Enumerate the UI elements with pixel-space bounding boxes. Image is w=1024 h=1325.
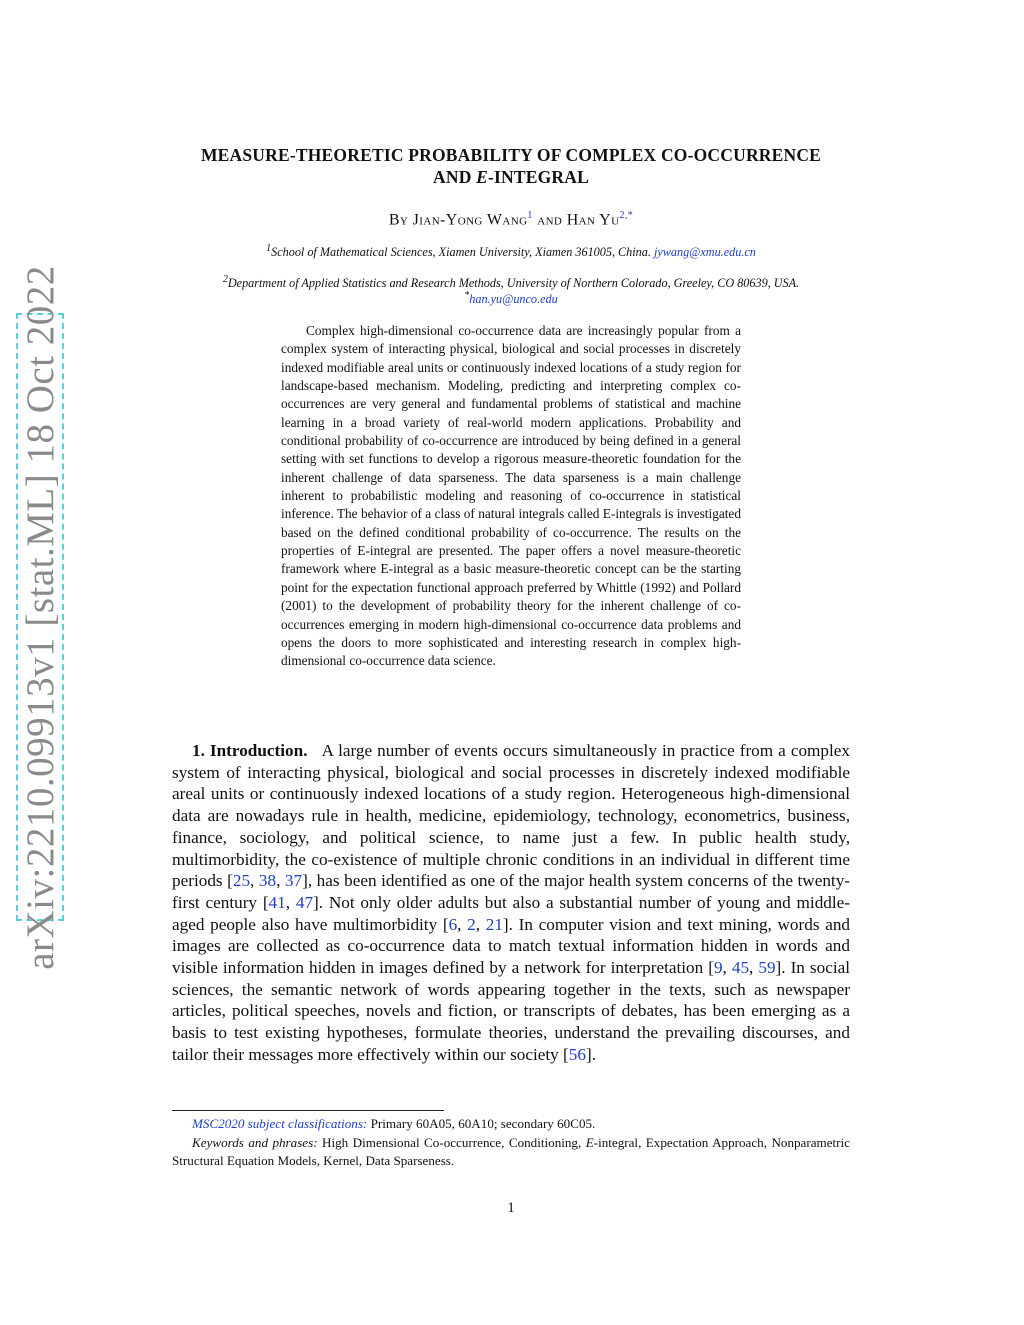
abstract: Complex high-dimensional co-occurrence data are increasingly popular from a complex system of interacting physical, biological and social processes in discretely indexed modifiable areal units or continuously indexed locations of a study region for landscape-based mechanism. Modeling, predicting and interpreting complex co-occurrences are very general and fundamental problems of statistical and machine learning in a broad variety of real-world modern applications. Probability and conditional probability of co-occurrence are introduced by being defined in a general setting with set functions to develop a rigorous measure-theoretic foundation for the inherent challenge of data sparseness. The data sparseness is a main challenge inherent to probabilistic modeling and reasoning of co-occurrence in statistical inference. The behavior of a class of natural integrals called E-integrals is investigated based on the defined conditional probability of co-occurrence. The results on the properties of E-integral are presented. The paper offers a novel measure-theoretic framework where E-integral as a basic measure-theoretic concept can be the starting point for the expectation functional approach preferred by Whittle (1992) and Pollard (2001) to the development of probability theory for the inherent challenge of co-occurrences emerging in modern high-dimensional co-occurrence data problems and opens the doors to more sophisticated and interesting research in complex high-dimensional co-occurrence data science. [281,323,741,669]
page-number: 1 [507,1200,515,1216]
citation-link[interactable]: 9 [713,958,723,978]
author-by: By [388,211,409,229]
citation-link[interactable]: 21 [485,914,503,934]
keywords-text-1: High Dimensional Co-occurrence, Conditioning, [317,1134,586,1150]
affiliation-1 [172,240,850,261]
msc-label-link[interactable]: MSC2020 subject classifications: [192,1116,368,1131]
citation-link[interactable]: 47 [295,892,314,912]
citation-link[interactable]: 25 [232,871,251,891]
msc-classification [172,1115,850,1134]
footnotes [172,1115,850,1171]
citation-separator: , [475,914,486,934]
author-line [172,206,850,230]
affiliation-1-email-link[interactable]: jywang@xmu.edu.cn [653,245,756,260]
intro-text-1: A large number of events occurs simultaneously in practice from a complex system of interacting physical, biological and social processes in discretely indexed modifiable areal units or continuously indexed locations of a study region. Heterogeneous high-dimensional data are nowadays rule in health, medicine, epidemiology, technology, econometrics, business, finance, sociology, and political science, to name just a few. In public health study, multimorbidity, the co-existence of multiple chronic conditions in an individual in different time periods [ [172,741,850,891]
citation-separator: , [285,892,296,912]
arxiv-id-text: arXiv:2210.09913v1 [stat.ML] 18 Oct 2022 [18,264,62,970]
affiliation-1-text: School of Mathematical Sciences, Xiamen University, Xiamen 361005, China. [271,245,654,260]
affiliation-3-mark: * [464,290,470,301]
intro-text-4: ]. In computer vision and text mining, words and images are collected as co-occurrence data to match textual information hidden in words and visible information hidden in images defined by a network for interpretation [ [172,914,851,978]
title-line-2 [172,166,850,188]
keywords-math-e: E [585,1134,594,1150]
title-line-2-suffix: -INTEGRAL [487,167,589,187]
citation-link[interactable]: 56 [568,1044,586,1064]
citation-separator: , [749,958,759,978]
citation-link[interactable]: 2 [467,914,476,934]
affiliation-3-email-link[interactable]: han.yu@unco.edu [469,292,558,307]
introduction-paragraph [172,740,850,1066]
affiliation-3 [172,287,850,308]
intro-text-5: ]. In social sciences, the semantic network of words appearing together in the texts, such as newspaper articles, political speeches, novels and fiction, or transcripts of debates, has been emerging as a basis to test existing hypotheses, formulate theories, understand the prevailing discourses, and tailor their messages more effectively within our society [ [172,958,850,1064]
msc-text: Primary 60A05, 60A10; secondary 60C05. [367,1116,596,1131]
citation-link[interactable]: 45 [731,958,750,978]
author-1-name: Jian-Yong Wang [412,211,528,229]
citation-link[interactable]: 38 [258,871,277,891]
citation-link[interactable]: 6 [448,914,458,934]
keywords-label: Keywords and phrases: [192,1134,318,1150]
section-heading-introduction: 1. Introduction. [192,741,308,760]
intro-text-2: ], has been identified as one of the major health system concerns of the twenty-first century [ [172,871,851,912]
arxiv-sidebar-stamp [16,264,64,970]
affiliation-1-mark: 1 [266,243,272,254]
title-line-2-prefix: AND [433,167,477,187]
keywords-text-2: -integral, Expectation Approach, Nonparametric Structural Equation Models, Kernel, Data Sparseness. [172,1134,850,1168]
intro-text-3: ]. Not only older adults but also a substantial number of young and middle-aged people also have multimorbidity [ [172,892,851,934]
title-math-e: E [476,167,488,187]
citation-separator: , [722,958,732,978]
affiliation-2-mark: 2 [222,274,228,285]
citation-separator: , [457,914,468,934]
paper-title [172,144,850,188]
citation-link[interactable]: 41 [268,892,286,912]
author-and: and [537,211,563,229]
citation-link[interactable]: 37 [284,871,303,891]
title-line-1: MEASURE-THEORETIC PROBABILITY OF COMPLEX CO-OCCURRENCE [200,145,822,165]
intro-text-6: ]. [585,1044,596,1064]
author-1-mark[interactable]: 1 [527,210,533,221]
author-2-mark[interactable]: 2,* [619,210,634,221]
keywords [172,1134,850,1171]
citation-link[interactable]: 59 [758,958,776,978]
author-2-name: Han Yu [566,211,620,229]
footnote-divider [172,1110,444,1111]
citation-separator: , [250,871,259,891]
affiliation-2-text: Department of Applied Statistics and Research Methods, University of Northern Colorado, Greeley, CO 80639, USA. [227,276,800,291]
citation-separator: , [276,871,285,891]
